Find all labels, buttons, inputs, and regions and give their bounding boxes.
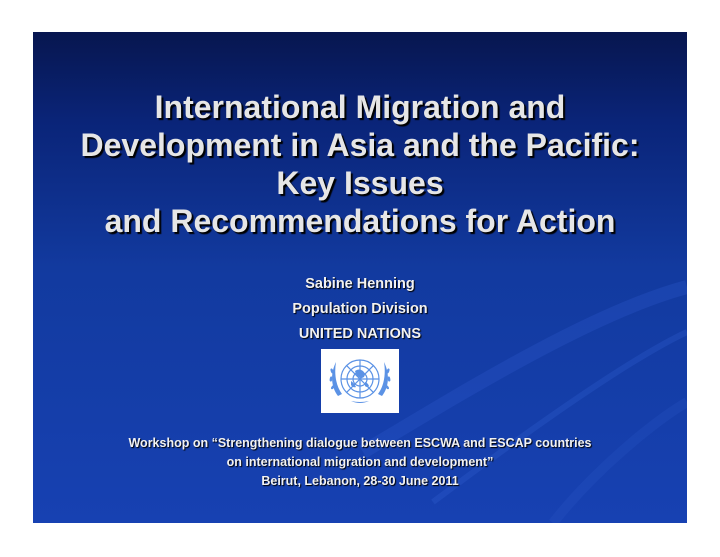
un-logo (321, 349, 399, 413)
title-line-4: and Recommendations for Action (104, 203, 616, 239)
workshop-info (33, 434, 687, 491)
slide-title (33, 88, 687, 240)
title-line-3: Key Issues (276, 165, 444, 201)
presenter-organization: UNITED NATIONS (298, 326, 422, 342)
un-emblem-icon (321, 349, 399, 413)
presenter-division: Population Division (292, 301, 428, 317)
title-line-2: Development in Asia and the Pacific: (80, 127, 640, 163)
slide (33, 32, 687, 523)
presenter-block (33, 272, 687, 347)
workshop-line-1: Workshop on “Strengthening dialogue between ESCWA and ESCAP countries (128, 436, 592, 450)
workshop-line-2: on international migration and development” (226, 455, 494, 469)
workshop-line-3: Beirut, Lebanon, 28-30 June 2011 (261, 474, 459, 488)
presenter-name: Sabine Henning (305, 276, 415, 292)
title-line-1: International Migration and (154, 89, 566, 125)
